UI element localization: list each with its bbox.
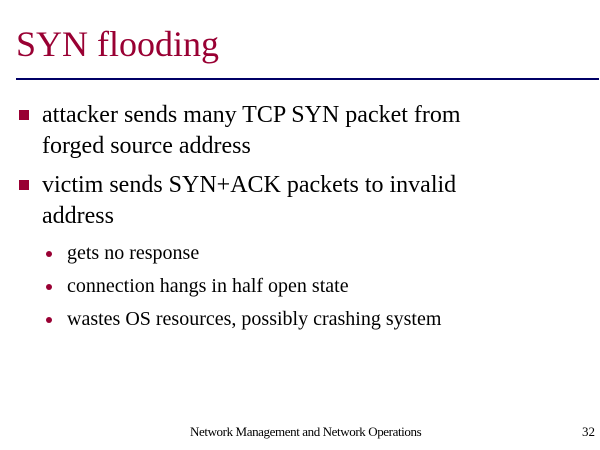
page-number: 32	[582, 424, 595, 439]
bullet-text-line1: attacker sends many TCP SYN packet from	[42, 102, 461, 128]
bullet-text-line2: forged source address	[42, 133, 251, 159]
dot-bullet-icon	[46, 251, 52, 257]
bullet-item	[16, 100, 576, 162]
bullet-text-line2: address	[42, 203, 114, 229]
sub-bullet-text: gets no response	[67, 242, 200, 264]
dot-bullet-icon	[46, 284, 52, 290]
bullet-list	[16, 100, 576, 240]
square-bullet-icon	[19, 180, 29, 190]
sub-bullet-text: connection hangs in half open state	[67, 275, 349, 297]
dot-bullet-icon	[46, 317, 52, 323]
slide-title: SYN flooding	[16, 24, 220, 64]
title-rule	[16, 78, 599, 80]
footer-text: Network Management and Network Operations	[190, 424, 422, 439]
sub-bullet-list	[44, 240, 574, 339]
sub-bullet-item	[44, 273, 574, 300]
square-bullet-icon	[19, 110, 29, 120]
sub-bullet-item	[44, 240, 574, 267]
bullet-text-line1: victim sends SYN+ACK packets to invalid	[42, 172, 457, 198]
sub-bullet-item	[44, 306, 574, 333]
sub-bullet-text: wastes OS resources, possibly crashing system	[67, 308, 442, 330]
bullet-item	[16, 170, 576, 232]
